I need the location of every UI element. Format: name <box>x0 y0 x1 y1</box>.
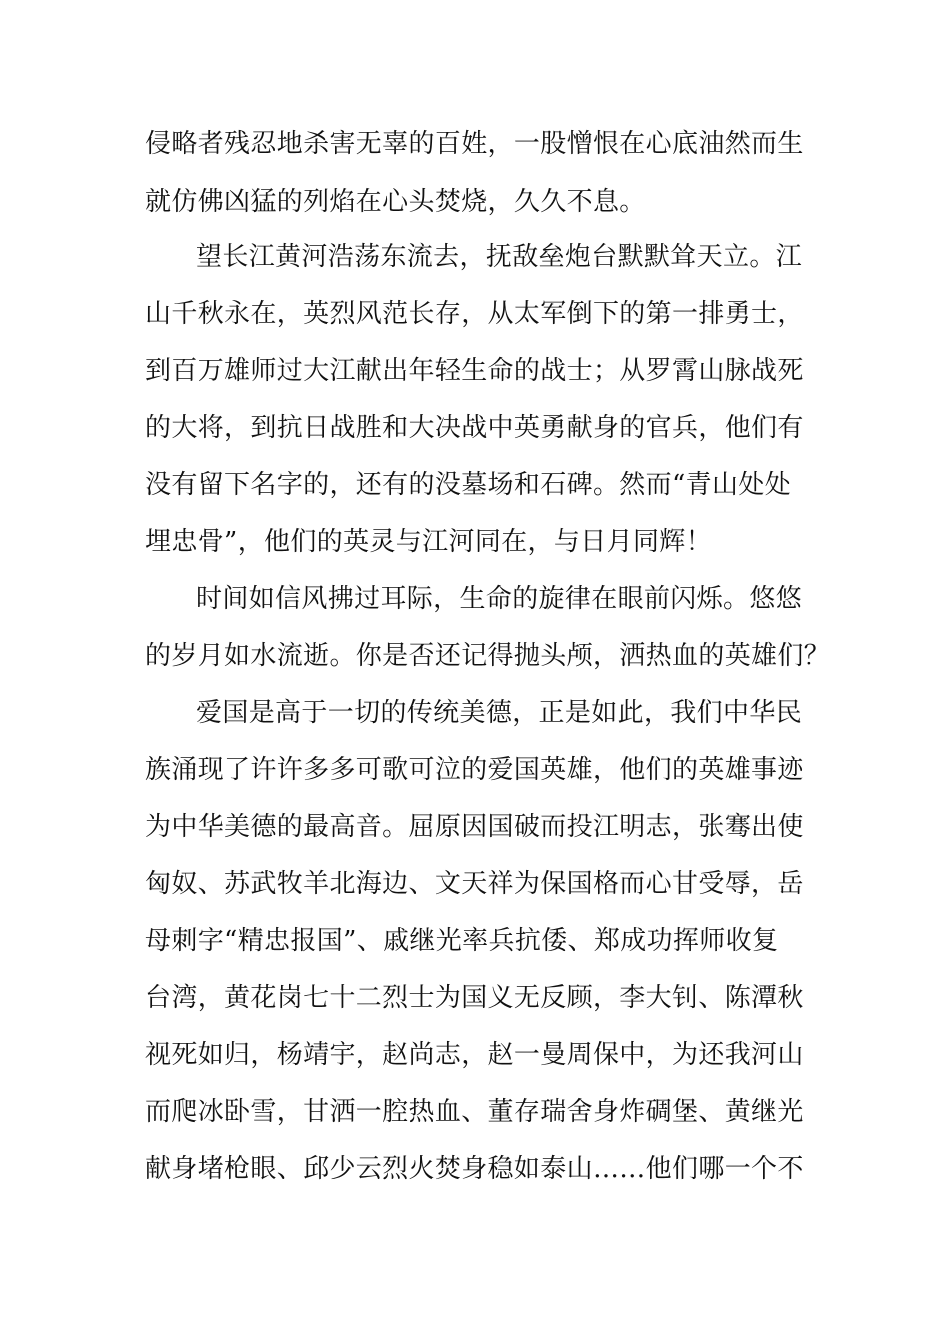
text-line: 母刺字“精忠报国”、戚继光率兵抗倭、郑成功挥师收复 <box>145 926 779 956</box>
text-line: 视死如归，杨靖宇，赵尚志，赵一曼周保中，为还我河山 <box>145 1040 804 1070</box>
text-line: 侵略者残忍地杀害无辜的百姓，一股憎恨在心底油然而生 <box>145 129 804 159</box>
text-line: 献身堵枪眼、邱少云烈火焚身稳如泰山……他们哪一个不 <box>145 1154 804 1184</box>
text-line: 到百万雄师过大江献出年轻生命的战士；从罗霄山脉战死 <box>145 356 804 386</box>
text-line: 为中华美德的最高音。屈原因国破而投江明志，张骞出使 <box>145 812 804 842</box>
text-line: 的岁月如水流逝。你是否还记得抛头颅，洒热血的英雄们？ <box>145 641 831 671</box>
text-line: 的大将，到抗日战胜和大决战中英勇献身的官兵，他们有 <box>145 413 804 443</box>
paragraph-start-line: 爱国是高于一切的传统美德，正是如此，我们中华民 <box>196 698 803 728</box>
paragraph-start-line: 时间如信风拂过耳际，生命的旋律在眼前闪烁。悠悠 <box>196 584 803 614</box>
text-line: 埋忠骨”，他们的英灵与江河同在，与日月同辉！ <box>145 527 712 557</box>
text-line: 匈奴、苏武牧羊北海边、文天祥为保国格而心甘受辱，岳 <box>145 869 804 899</box>
text-line: 台湾，黄花岗七十二烈士为国义无反顾，李大钊、陈潭秋 <box>145 983 804 1013</box>
text-line: 山千秋永在，英烈风范长存，从太军倒下的第一排勇士， <box>145 299 804 329</box>
text-line: 就仿佛凶猛的列焰在心头焚烧，久久不息。 <box>145 187 646 217</box>
text-line: 没有留下名字的，还有的没墓场和石碑。然而“青山处处 <box>145 470 792 500</box>
paragraph-start-line: 望长江黄河浩荡东流去，抚敌垒炮台默默耸天立。江 <box>196 242 803 272</box>
text-line: 而爬冰卧雪，甘洒一腔热血、董存瑞舍身炸碉堡、黄继光 <box>145 1097 804 1127</box>
text-line: 族涌现了许许多多可歌可泣的爱国英雄，他们的英雄事迹 <box>145 755 804 785</box>
